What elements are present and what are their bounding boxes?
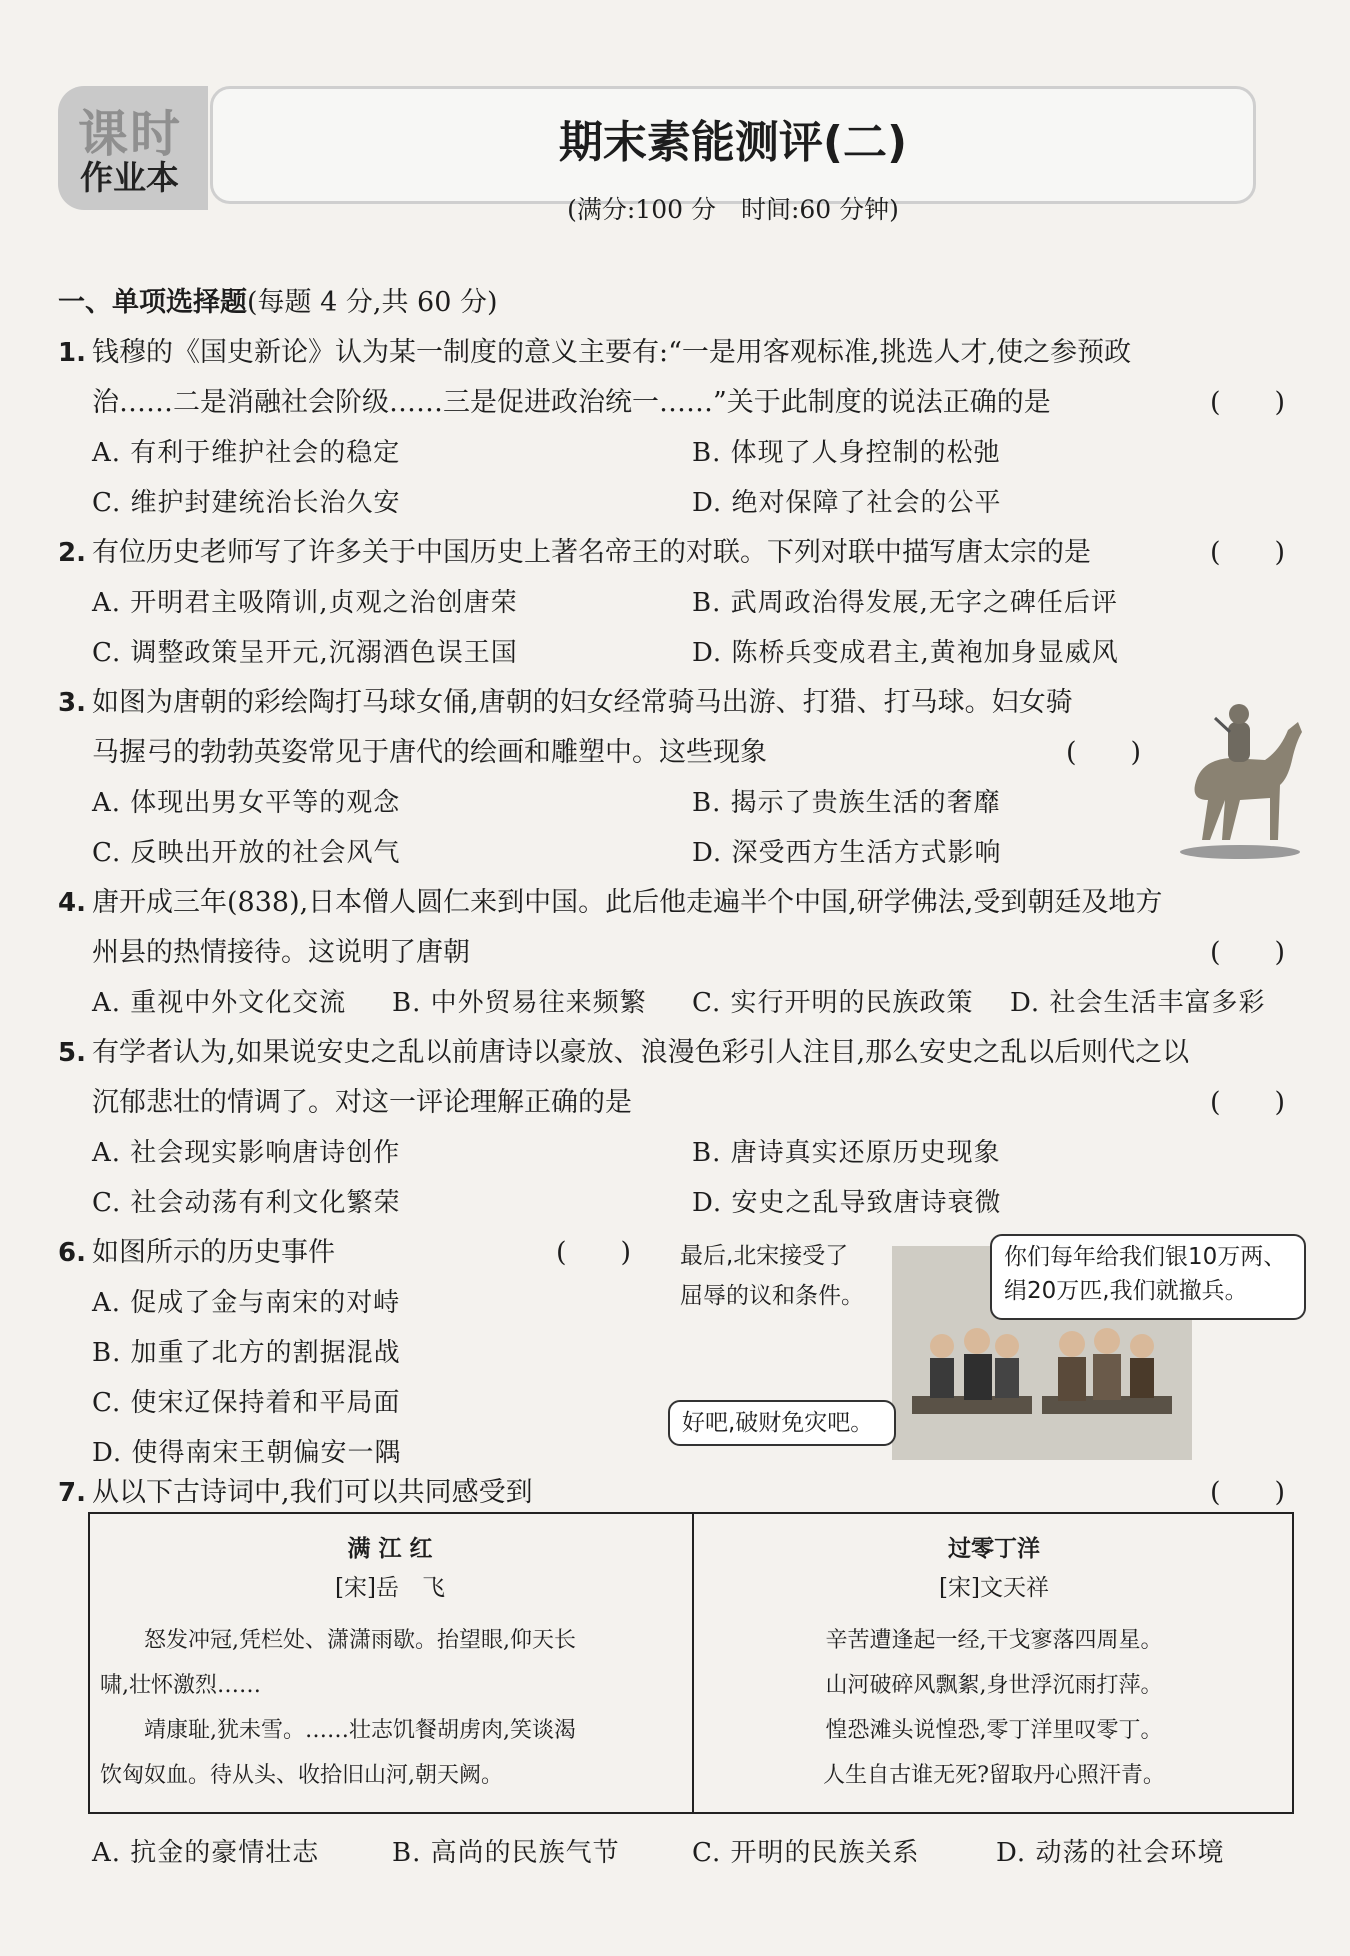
answer-blank[interactable]: ( ) bbox=[1210, 1477, 1286, 1508]
poem-guolingdingyang bbox=[694, 1530, 1294, 1602]
speech-bubble-liao bbox=[990, 1234, 1306, 1320]
option-d[interactable]: D. 陈桥兵变成君主,黄袍加身显威风 bbox=[692, 638, 1119, 668]
question-number: 4. bbox=[58, 888, 86, 918]
question-number: 6. bbox=[58, 1238, 86, 1268]
q6-caption-line: 最后,北宋接受了 bbox=[680, 1243, 849, 1269]
poem-title: 过零丁洋 bbox=[948, 1536, 1040, 1562]
section-heading bbox=[58, 280, 498, 319]
option-d[interactable]: D. 社会生活丰富多彩 bbox=[1010, 988, 1266, 1018]
bubble-text-line: 绢20万匹,我们就撤兵。 bbox=[1004, 1278, 1248, 1304]
answer-blank[interactable]: ( ) bbox=[1066, 737, 1142, 768]
question-1 bbox=[0, 328, 1350, 428]
answer-blank[interactable]: ( ) bbox=[1210, 387, 1286, 418]
poem-line: 啸,壮怀激烈…… bbox=[100, 1673, 261, 1698]
option-b[interactable]: B. 中外贸易往来频繁 bbox=[392, 988, 647, 1018]
option-a[interactable]: A. 体现出男女平等的观念 bbox=[92, 788, 401, 818]
option-d[interactable]: D. 安史之乱导致唐诗衰微 bbox=[692, 1188, 1002, 1218]
option-c[interactable]: C. 调整政策呈开元,沉溺酒色误王国 bbox=[92, 638, 518, 668]
poem-line: 人生自古谁无死?留取丹心照汗青。 bbox=[823, 1763, 1165, 1788]
question-text-line: 有学者认为,如果说安史之乱以前唐诗以豪放、浪漫色彩引人注目,那么安史之乱以后则代之以 bbox=[92, 1037, 1190, 1068]
page-title: 期末素能测评(二) bbox=[558, 117, 908, 168]
question-text-line: 州县的热情接待。这说明了唐朝 bbox=[92, 937, 470, 968]
poem-line: 怒发冲冠,凭栏处、潇潇雨歇。抬望眼,仰天长 bbox=[100, 1628, 576, 1653]
poem-body bbox=[694, 1618, 1294, 1798]
answer-blank[interactable]: ( ) bbox=[556, 1237, 632, 1268]
poem-line: 靖康耻,犹未雪。……壮志饥餐胡虏肉,笑谈渴 bbox=[100, 1718, 576, 1743]
poem-line: 饮匈奴血。待从头、收拾旧山河,朝天阙。 bbox=[100, 1763, 503, 1788]
option-d[interactable]: D. 深受西方生活方式影响 bbox=[692, 838, 1002, 868]
option-a[interactable]: A. 重视中外文化交流 bbox=[92, 988, 347, 1018]
poem-manjianghong bbox=[88, 1530, 692, 1602]
question-6 bbox=[0, 1228, 680, 1278]
question-text-line: 沉郁悲壮的情调了。对这一评论理解正确的是 bbox=[92, 1087, 632, 1118]
option-a[interactable]: A. 开明君主吸隋训,贞观之治创唐荣 bbox=[92, 588, 518, 618]
question-number: 5. bbox=[58, 1038, 86, 1068]
question-text-line: 马握弓的勃勃英姿常见于唐代的绘画和雕塑中。这些现象 bbox=[92, 737, 767, 768]
option-b[interactable]: B. 武周政治得发展,无字之碑任后评 bbox=[692, 588, 1118, 618]
option-b[interactable]: B. 加重了北方的割据混战 bbox=[92, 1338, 401, 1368]
option-a[interactable]: A. 促成了金与南宋的对峙 bbox=[92, 1288, 401, 1318]
poem-line: 山河破碎风飘絮,身世浮沉雨打萍。 bbox=[825, 1673, 1163, 1698]
badge-subtitle: 作业本 bbox=[80, 158, 179, 197]
option-b[interactable]: B. 体现了人身控制的松弛 bbox=[692, 438, 1001, 468]
question-2 bbox=[0, 528, 1350, 578]
question-7 bbox=[0, 1468, 1350, 1518]
question-text-line: 有位历史老师写了许多关于中国历史上著名帝王的对联。下列对联中描写唐太宗的是 bbox=[92, 537, 1091, 568]
q6-caption-line: 屈辱的议和条件。 bbox=[680, 1283, 864, 1309]
poem-body bbox=[100, 1618, 684, 1798]
bubble-text-line: 你们每年给我们银10万两、 bbox=[1004, 1244, 1287, 1270]
option-c[interactable]: C. 实行开明的民族政策 bbox=[692, 988, 974, 1018]
answer-blank[interactable]: ( ) bbox=[1210, 1087, 1286, 1118]
option-a[interactable]: A. 有利于维护社会的稳定 bbox=[92, 438, 401, 468]
poem-line: 惶恐滩头说惶恐,零丁洋里叹零丁。 bbox=[825, 1718, 1163, 1743]
question-text-line: 唐开成三年(838),日本僧人圆仁来到中国。此后他走遍半个中国,研学佛法,受到朝廷及地方 bbox=[92, 887, 1163, 918]
option-c[interactable]: C. 开明的民族关系 bbox=[692, 1838, 920, 1868]
option-c[interactable]: C. 社会动荡有利文化繁荣 bbox=[92, 1188, 401, 1218]
question-number: 3. bbox=[58, 688, 86, 718]
question-number: 7. bbox=[58, 1478, 86, 1508]
answer-blank[interactable]: ( ) bbox=[1210, 537, 1286, 568]
option-b[interactable]: B. 高尚的民族气节 bbox=[392, 1838, 620, 1868]
section-title: 一、单项选择题 bbox=[58, 287, 247, 318]
question-3 bbox=[0, 678, 1350, 778]
option-c[interactable]: C. 维护封建统治长治久安 bbox=[92, 488, 401, 518]
question-text-line: 如图所示的历史事件 bbox=[92, 1237, 335, 1268]
polo-figurine-image bbox=[1170, 690, 1310, 860]
question-number: 1. bbox=[58, 338, 86, 368]
poem-line: 辛苦遭逢起一经,干戈寥落四周星。 bbox=[825, 1628, 1163, 1653]
option-d[interactable]: D. 绝对保障了社会的公平 bbox=[692, 488, 1002, 518]
question-text-line: 治……二是消融社会阶级……三是促进政治统一……”关于此制度的说法正确的是 bbox=[92, 387, 1051, 418]
option-d[interactable]: D. 使得南宋王朝偏安一隅 bbox=[92, 1438, 402, 1468]
badge-logo-text: 课时 bbox=[78, 105, 182, 163]
question-5 bbox=[0, 1028, 1350, 1128]
poem-author: [宋]岳 飞 bbox=[335, 1575, 445, 1601]
answer-blank[interactable]: ( ) bbox=[1210, 937, 1286, 968]
page-subtitle: (满分:100 分 时间:60 分钟) bbox=[567, 195, 899, 224]
section-points: (每题 4 分,共 60 分) bbox=[247, 287, 498, 318]
q6-caption bbox=[680, 1236, 864, 1316]
question-text-line: 从以下古诗词中,我们可以共同感受到 bbox=[92, 1477, 533, 1508]
poem-author: [宋]文天祥 bbox=[939, 1575, 1049, 1601]
speech-bubble-song: 好吧,破财免灾吧。 bbox=[668, 1400, 896, 1446]
poem-title: 满 江 红 bbox=[347, 1536, 433, 1562]
option-a[interactable]: A. 社会现实影响唐诗创作 bbox=[92, 1138, 401, 1168]
option-d[interactable]: D. 动荡的社会环境 bbox=[996, 1838, 1225, 1868]
option-a[interactable]: A. 抗金的豪情壮志 bbox=[92, 1838, 320, 1868]
question-4 bbox=[0, 878, 1350, 978]
option-b[interactable]: B. 揭示了贵族生活的奢靡 bbox=[692, 788, 1001, 818]
option-b[interactable]: B. 唐诗真实还原历史现象 bbox=[692, 1138, 1001, 1168]
question-text-line: 如图为唐朝的彩绘陶打马球女俑,唐朝的妇女经常骑马出游、打猎、打马球。妇女骑 bbox=[92, 687, 1073, 718]
option-c[interactable]: C. 使宋辽保持着和平局面 bbox=[92, 1388, 401, 1418]
question-number: 2. bbox=[58, 538, 86, 568]
option-c[interactable]: C. 反映出开放的社会风气 bbox=[92, 838, 401, 868]
question-text-line: 钱穆的《国史新论》认为某一制度的意义主要有:“一是用客观标准,挑选人才,使之参预政 bbox=[92, 337, 1132, 368]
